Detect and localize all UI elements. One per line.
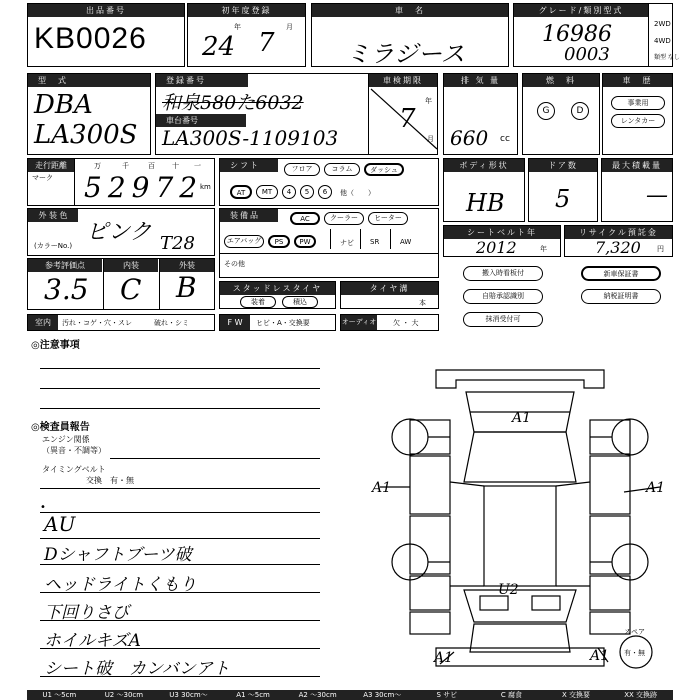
equip-ps: PS	[268, 235, 290, 248]
shift-column: コラム	[324, 163, 360, 176]
seatbelt-box	[443, 225, 561, 257]
first-reg-month: 7	[258, 28, 275, 58]
car-name-value: ミラジース	[346, 40, 465, 68]
recycle-unit: 円	[657, 245, 664, 253]
timing-label: タイミングベルト	[42, 465, 106, 474]
doors-label: ドア数	[529, 159, 597, 172]
mark-a1-bottom-left: A1	[434, 650, 454, 666]
score-value: 3.5	[44, 273, 89, 306]
displacement-label: 排 気 量	[444, 74, 517, 87]
doc-new-car-warranty: 新車保証書	[581, 266, 661, 281]
first-registration-label: 初年度登録	[188, 4, 305, 17]
grade-2wd: 2WD	[654, 20, 671, 28]
fuel-label: 燃 料	[523, 74, 599, 87]
spare-label: スペア	[624, 628, 645, 636]
shift-floor: フロア	[284, 163, 320, 176]
shift-gear-5: 5	[300, 185, 314, 199]
interior-label: 内装	[104, 259, 158, 272]
seatbelt-label: シートベルト年	[444, 226, 560, 239]
mark-a1-right: A1	[646, 480, 666, 496]
legend-item: S サビ	[436, 691, 458, 699]
body-type-label: ボディ形状	[444, 159, 524, 172]
exterior-label: 外装	[160, 259, 214, 272]
capacity-box	[601, 158, 673, 222]
color-label: 外 装 色	[28, 209, 78, 222]
grade-none: 類型 なし	[654, 54, 680, 61]
first-registration-box	[187, 3, 306, 67]
tire-box	[340, 281, 439, 309]
interior-cond-box	[27, 314, 215, 331]
grade-4wd: 4WD	[654, 37, 671, 45]
equip-other: その他	[224, 260, 245, 268]
inspector-line-2: Dシャフトブーツ破	[44, 545, 192, 565]
audio-label: オーディオ	[341, 315, 377, 330]
mark-a1-bottom-right: A1	[590, 648, 610, 664]
history-rental: レンタカー	[611, 114, 665, 128]
score-box	[27, 258, 215, 310]
equip-navi: ナビ	[340, 239, 354, 247]
equip-airbag: エアバッグ	[224, 235, 264, 248]
mark-u2: U2	[498, 582, 519, 598]
color-code: T28	[160, 233, 195, 254]
docs-box	[443, 259, 673, 331]
fw-items: ヒビ・A・交換要	[256, 319, 310, 327]
model-box	[27, 73, 151, 155]
mark-a1-top: A1	[512, 410, 532, 426]
grade-label: グレード/類別型式	[514, 4, 648, 17]
notes-label: ◎注意事項	[31, 340, 80, 351]
mileage-sub4: 十	[172, 162, 179, 170]
equip-ac: AC	[290, 212, 320, 225]
history-box	[602, 73, 673, 155]
seatbelt-value: 2012	[476, 238, 517, 257]
studless-mounted: 装着	[240, 296, 276, 308]
damage-legend	[27, 690, 673, 700]
fuel-g: G	[537, 102, 555, 120]
mileage-label: 走行距離	[28, 159, 74, 172]
legend-item: U2 ～30cm	[104, 691, 144, 699]
first-reg-year-label: 年	[234, 23, 241, 31]
grade-value-top: 16986	[542, 22, 612, 47]
car-name-label: 車 名	[312, 4, 508, 17]
recycle-box	[564, 225, 673, 257]
legend-item: U1 ～5cm	[42, 691, 77, 699]
fw-label: F W	[220, 315, 250, 330]
doors-value: 5	[555, 185, 571, 213]
color-code-label: (カラーNo.)	[34, 242, 73, 250]
grade-box	[513, 3, 680, 67]
engine-sub: （異音・不調等）	[42, 446, 106, 455]
doc-signboard: 搬入時看板付	[463, 266, 543, 281]
grade-value-bottom: 0003	[564, 44, 610, 65]
color-box	[27, 208, 215, 256]
color-value: ピンク	[86, 220, 152, 245]
legend-item: XX 交換跡	[624, 691, 658, 699]
displacement-box	[443, 73, 518, 155]
mark-a1-left: A1	[372, 480, 392, 496]
inspection-year-label: 年	[425, 97, 432, 105]
mileage-sub2: 千	[122, 162, 129, 170]
fuel-d: D	[571, 102, 589, 120]
legend-item: A1 ～5cm	[236, 691, 270, 699]
tire-unit: 本	[419, 299, 426, 307]
mileage-value: 52972	[84, 171, 204, 204]
capacity-value: —	[646, 183, 668, 208]
registration-label: 登録番号	[156, 74, 248, 87]
shift-at: AT	[230, 185, 252, 199]
equip-cooler: クーラー	[324, 212, 364, 225]
shift-mt: MT	[256, 185, 278, 199]
timing-sub: 交換 有・無	[86, 476, 134, 485]
doc-deregistration: 抹消受付可	[463, 312, 543, 327]
displacement-value: 660	[450, 126, 489, 150]
studless-box	[219, 281, 336, 309]
legend-item: A2 ～30cm	[298, 691, 337, 699]
inspector-line-3: ヘッドライトくもり	[44, 575, 197, 595]
score-label: 参考評価点	[28, 259, 102, 272]
shift-other: 他（ ）	[340, 189, 375, 197]
equipment-label: 装備品	[220, 209, 278, 222]
mileage-box	[27, 158, 215, 206]
inspection-box	[368, 73, 438, 155]
mileage-sub3: 百	[148, 162, 155, 170]
studless-loaded: 積込	[282, 296, 318, 308]
doc-tax-certificate: 納税証明書	[581, 289, 661, 304]
inspection-month-label: 月	[427, 135, 434, 143]
inspection-value: 7	[399, 104, 416, 134]
shift-box	[219, 158, 439, 206]
engine-label: エンジン関係	[42, 435, 90, 444]
legend-item: A3 30cm～	[363, 691, 402, 699]
shift-dash: ダッシュ	[364, 163, 404, 176]
equip-pw: PW	[294, 235, 316, 248]
chassis-label: 車台番号	[156, 114, 246, 127]
studless-label: スタッドレスタイヤ	[220, 282, 335, 295]
inspector-line-6: シート破 カンバンアト	[44, 659, 230, 679]
audio-items: 欠 ・ 大	[393, 319, 419, 327]
equip-heater: ヒーター	[368, 212, 408, 225]
capacity-label: 最大積載量	[602, 159, 672, 172]
spare-options: 有・無	[624, 649, 645, 657]
equip-aw: AW	[400, 238, 412, 246]
model-label: 型 式	[28, 74, 150, 87]
equipment-box	[219, 208, 439, 278]
history-business: 事業用	[611, 96, 665, 110]
audio-box	[340, 314, 439, 331]
inspector-line-4: 下回りさび	[44, 603, 129, 623]
car-name-box	[311, 3, 509, 67]
model-code: DBA	[34, 90, 93, 120]
inspector-label: ◎検査員報告	[31, 422, 90, 433]
seatbelt-year-label: 年	[540, 245, 547, 253]
interior-value: C	[120, 273, 142, 306]
mileage-sub5: 一	[194, 162, 201, 170]
shift-gear-4: 4	[282, 185, 296, 199]
doors-box	[528, 158, 598, 222]
recycle-value: 7,320	[595, 238, 641, 257]
interior-cond-label: 室内	[28, 315, 58, 330]
mileage-sub1: 万	[94, 162, 101, 170]
registration-box	[155, 73, 369, 155]
fuel-box	[522, 73, 600, 155]
inspection-label: 車検期限	[369, 74, 437, 87]
first-reg-year: 24	[202, 32, 236, 62]
fw-box	[219, 314, 336, 331]
displacement-unit: cc	[500, 134, 510, 144]
history-label: 車 歴	[603, 74, 672, 87]
shift-gear-6: 6	[318, 185, 332, 199]
lot-number-value: KB0026	[34, 22, 147, 55]
lot-number-label: 出品番号	[28, 4, 184, 17]
registration-value: 和泉580た6032	[162, 92, 304, 114]
doc-insurance: 自賠承認識別	[463, 289, 543, 304]
legend-item: C 腐食	[500, 691, 523, 699]
body-type-box	[443, 158, 525, 222]
shift-label: シフト	[220, 159, 278, 172]
tire-label: タイヤ溝	[341, 282, 438, 295]
equip-sr: SR	[370, 238, 380, 246]
legend-item: U3 30cm～	[169, 691, 208, 699]
interior-cond-items: 汚れ・コゲ・穴・スレ	[62, 319, 132, 327]
model-model: LA300S	[34, 120, 138, 150]
interior-cond-items2: 破れ・シミ	[154, 319, 189, 327]
body-type-value: HB	[466, 189, 505, 217]
mileage-unit: km	[200, 183, 211, 191]
inspector-line-1: AU	[44, 512, 76, 536]
exterior-value: B	[176, 271, 197, 304]
first-reg-month-label: 月	[286, 23, 293, 31]
legend-item: X 交換要	[562, 691, 591, 699]
inspection-strike	[369, 74, 439, 156]
recycle-label: リサイクル預託金	[565, 226, 672, 239]
inspector-line-5: ホイルキズA	[44, 631, 141, 651]
mileage-mark-label: マーク	[32, 174, 53, 182]
chassis-value: LA300S-1109103	[162, 126, 339, 150]
